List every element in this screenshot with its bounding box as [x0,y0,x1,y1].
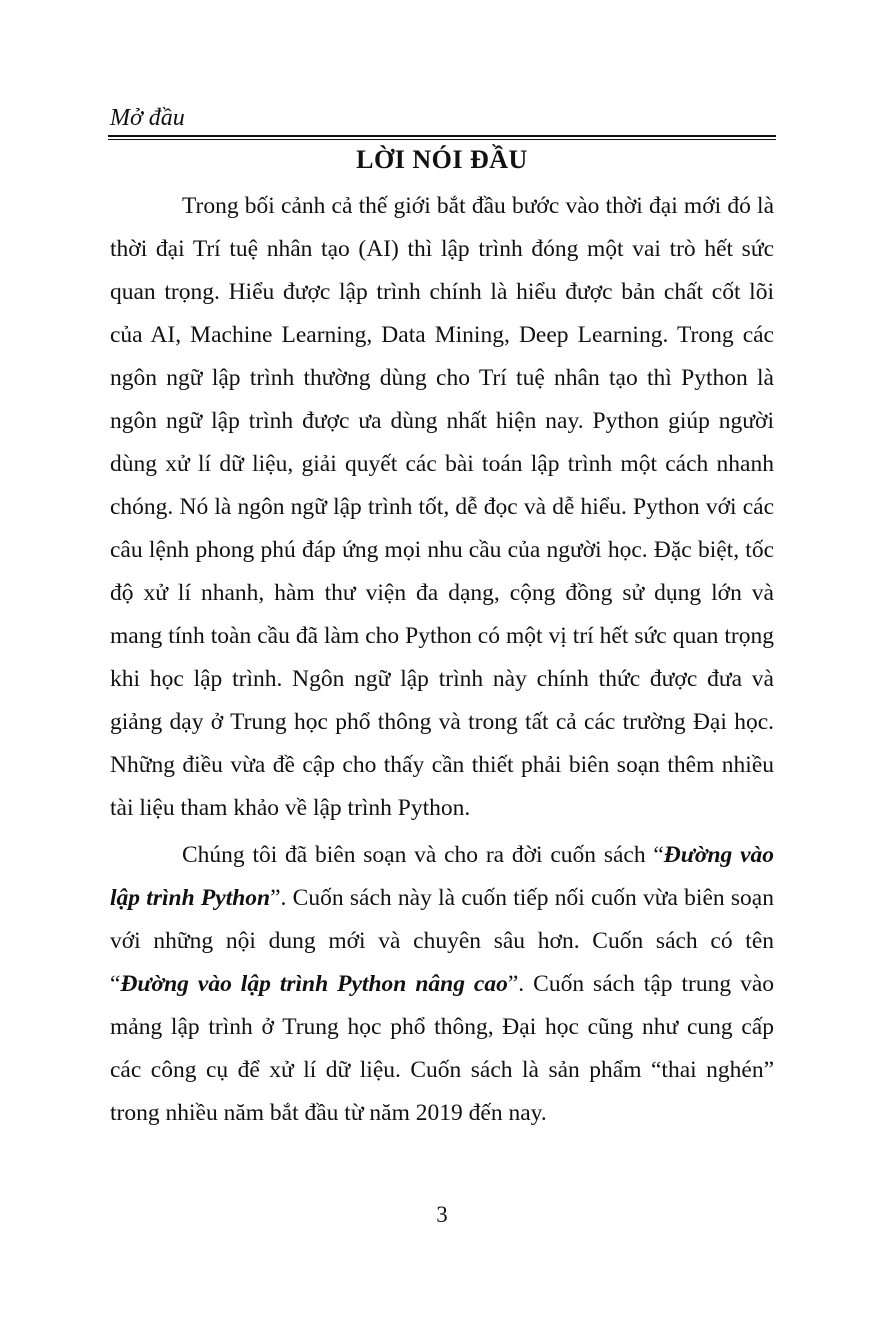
paragraph-2-text-3: ”. Cuốn sách tập trung vào mảng lập trình ở Trung học phổ thông, Đại học cũng như cung cấp các công cụ để xử lí dữ liệu. Cuốn sách là sản phẩm “thai nghén” trong nhiều năm bắt đầu từ năm 2019 đến nay. [110,971,774,1126]
header-rule-thick [108,135,776,137]
body-text [110,185,774,1135]
running-header: Mở đầu [110,105,185,131]
header-rule-thin [108,139,776,140]
book-title-2: Đường vào lập trình Python nâng cao [120,971,508,997]
paragraph-2-text-2: ”. Cuốn sách này là cuốn tiếp nối cuốn vừa biên soạn với những nội dung mới và chuyên sâu hơn. Cuốn sách có tên “ [110,885,774,997]
paragraph-2-text-1: Chúng tôi đã biên soạn và cho ra đời cuốn sách “ [182,842,664,868]
paragraph-1: Trong bối cảnh cả thế giới bắt đầu bước vào thời đại mới đó là thời đại Trí tuệ nhân tạo (AI) thì lập trình đóng một vai trò hết sức quan trọng. Hiểu được lập trình chính là hiểu được bản chất cốt lõi của AI, Machine Learning, Data Mining, Deep Learning. Trong các ngôn ngữ lập trình thường dùng cho Trí tuệ nhân tạo thì Python là ngôn ngữ lập trình được ưa dùng nhất hiện nay. Python giúp người dùng xử lí dữ liệu, giải quyết các bài toán lập trình một cách nhanh chóng. Nó là ngôn ngữ lập trình tốt, dễ đọc và dễ hiểu. Python với các câu lệnh phong phú đáp ứng mọi nhu cầu của người học. Đặc biệt, tốc độ xử lí nhanh, hàm thư viện đa dạng, cộng đồng sử dụng lớn và mang tính toàn cầu đã làm cho Python có một vị trí hết sức quan trọng khi học lập trình. Ngôn ngữ lập trình này chính thức được đưa và giảng dạy ở Trung học phổ thông và trong tất cả các trường Đại học. Những điều vừa đề cập cho thấy cần thiết phải biên soạn thêm nhiều tài liệu tham khảo về lập trình Python. [110,193,774,821]
page-number: 3 [436,1202,448,1227]
page-title: LỜI NÓI ĐẦU [356,145,528,174]
book-title-1: Đường vào lập trình Python [110,842,774,911]
paragraph-2 [110,834,774,1135]
